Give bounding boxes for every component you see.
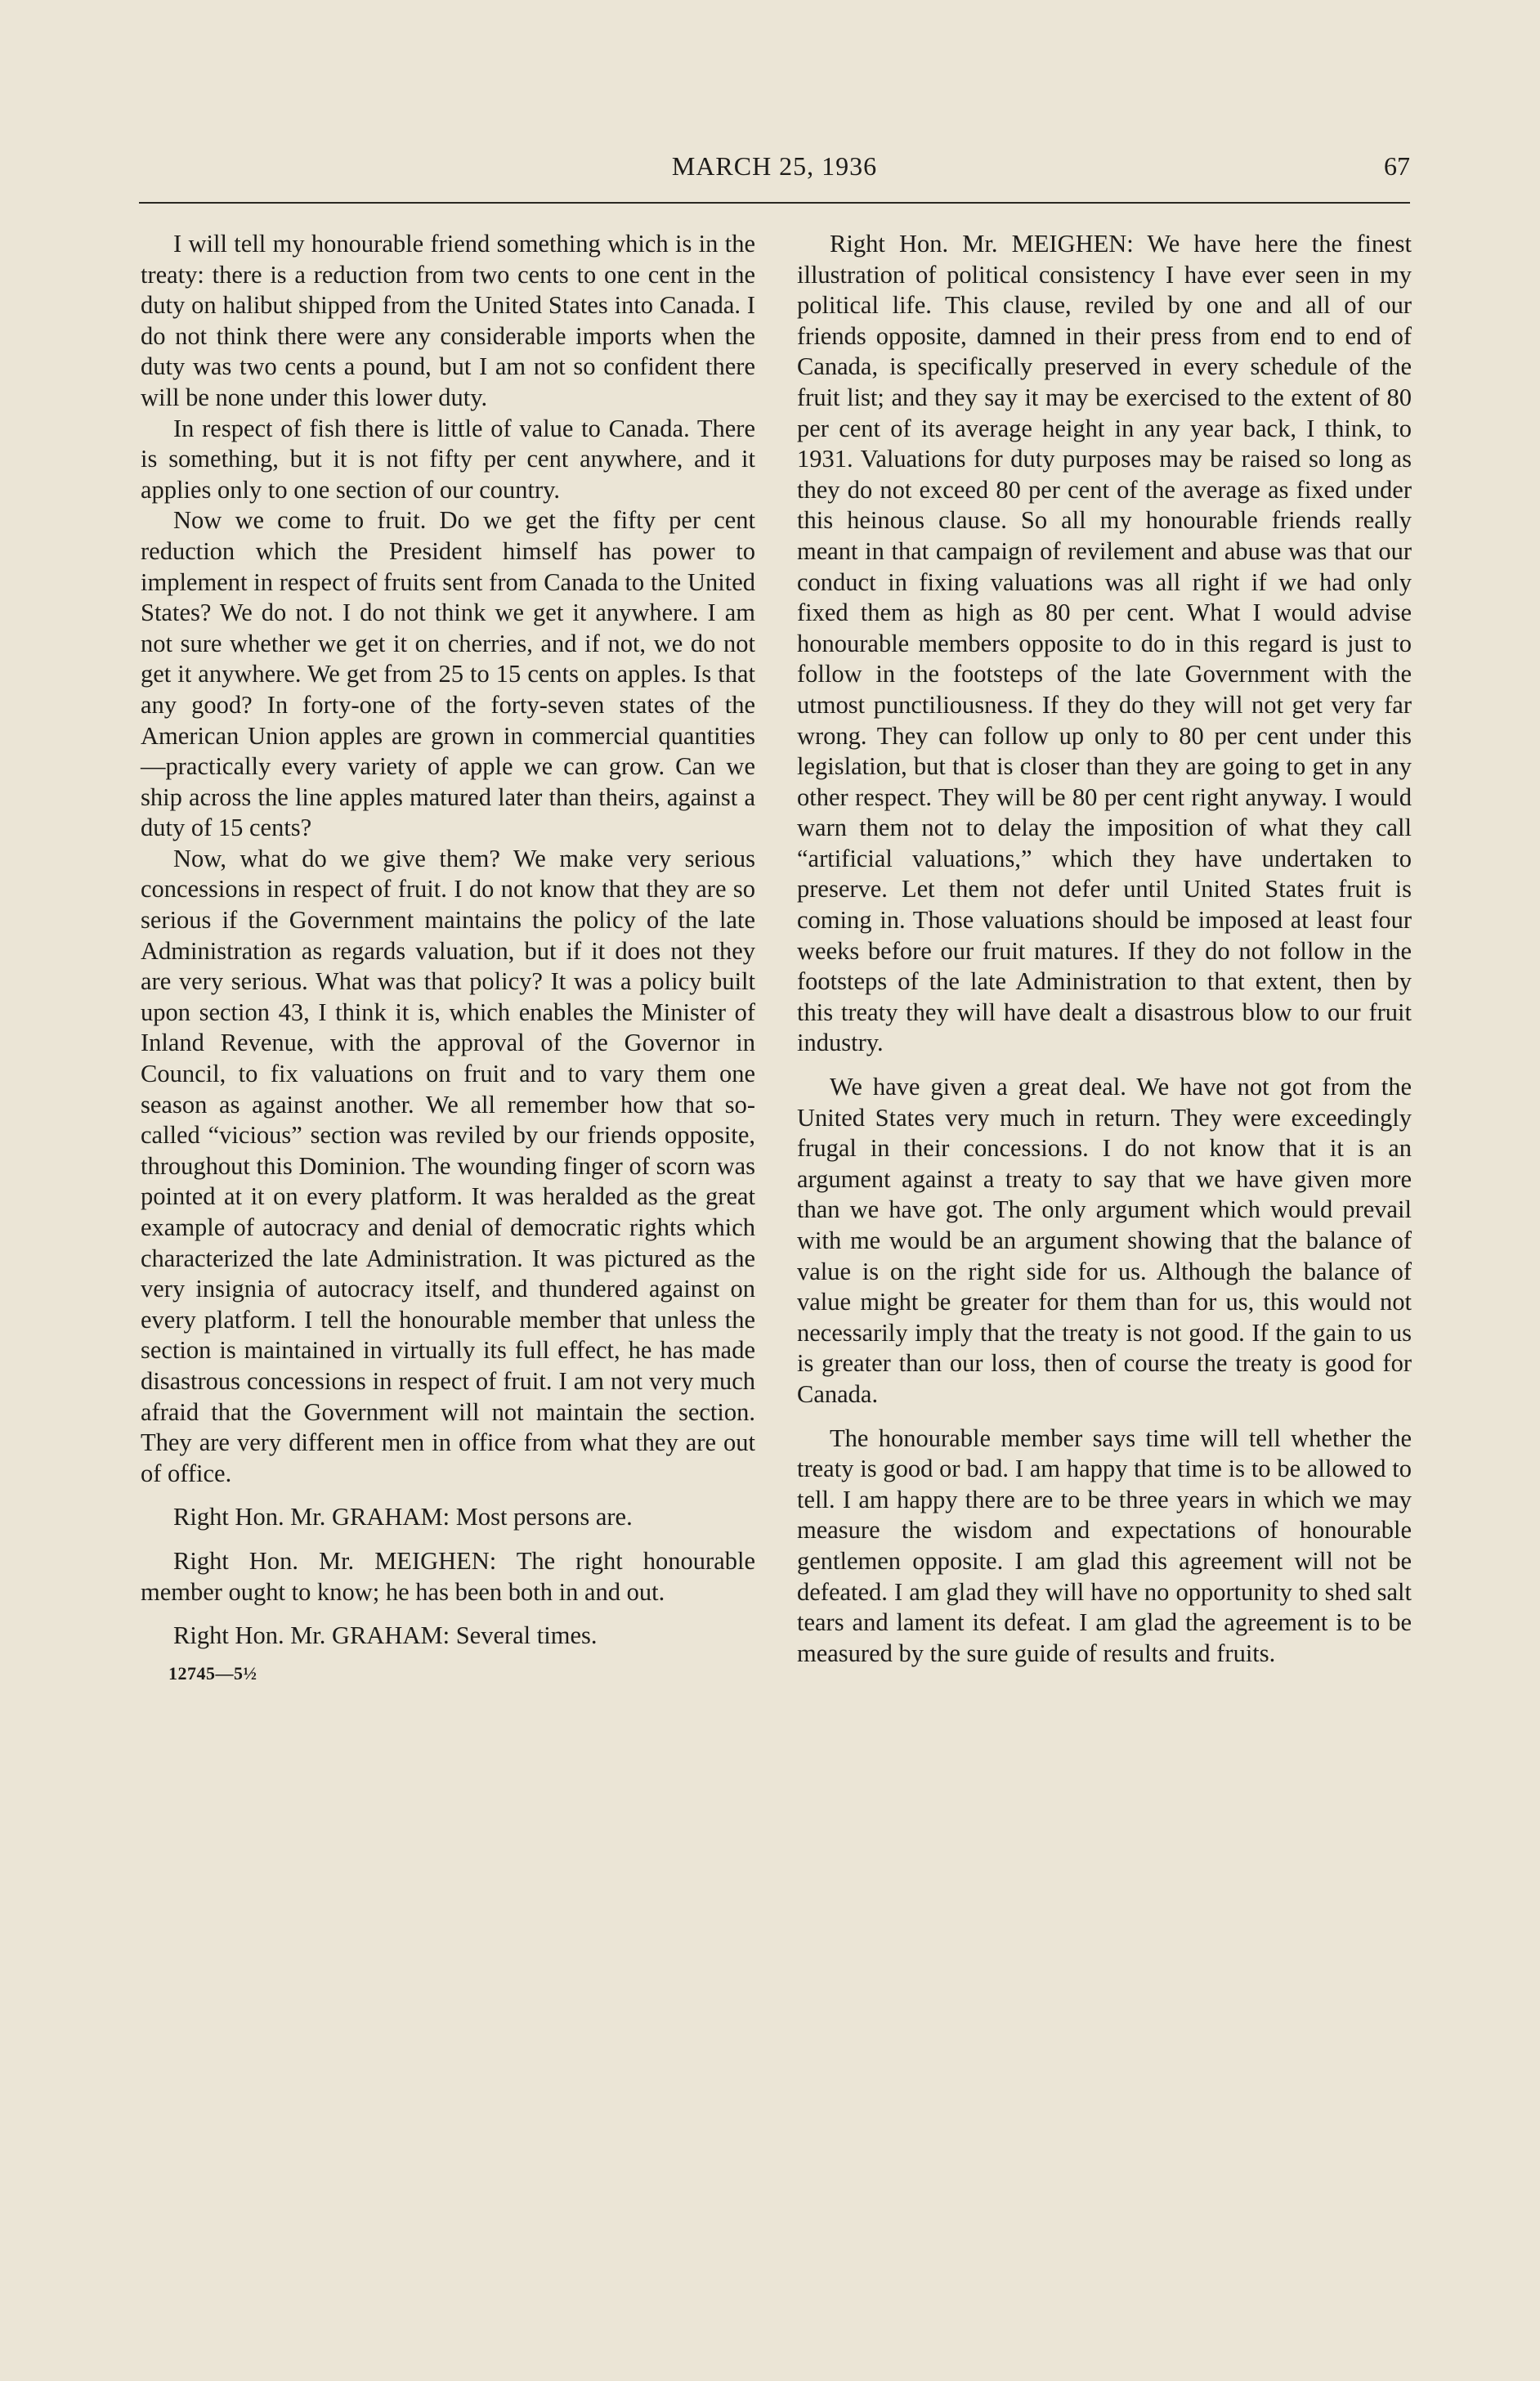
paragraph: Right Hon. Mr. GRAHAM: Several times.: [173, 1621, 598, 1650]
paragraph: Right Hon. Mr. MEIGHEN: The right honourable member ought to know; he has been both in and out.: [141, 1546, 755, 1606]
header-rule: [139, 202, 1410, 204]
paragraph: The honourable member says time will tell whether the treaty is good or bad. I am happy that time is to be allowed to tell. I am happy there are to be three years in which we may measure the wisdom and expectations of honourable gentlemen opposite. I am glad this agreement will not be defeated. I am glad they will have no opportunity to shed salt tears and lament its defeat. I am glad the agreement is to be measured by the sure guide of results and fruits.: [797, 1424, 1412, 1667]
right-column: [797, 229, 1412, 1669]
paragraph: We have given a great deal. We have not got from the United States very much in return. They were exceedingly frugal in their concessions. I do not know that it is an argument against a treaty to say that we have given more than we have got. The only argument which would prevail with me would be an argument showing that the balance of value is on the right side for us. Although the balance of value might be greater for them than for us, this would not necessarily imply that the treaty is not good. If the gain to us is greater than our loss, then of course the treaty is good for Canada.: [797, 1073, 1412, 1408]
left-column: [141, 229, 755, 1688]
header-date: MARCH 25, 1936: [671, 151, 878, 181]
paragraph: In respect of fish there is little of value to Canada. There is something, but it is not fifty per cent anywhere, and it applies only to one section of our country.: [141, 414, 755, 504]
page-header: [139, 151, 1410, 192]
footnote: 12745—5½: [168, 1662, 257, 1684]
paragraph: I will tell my honourable friend something which is in the treaty: there is a reduction from two cents to one cent in the duty on halibut shipped from the United States into Canada. I do not think there were any considerable imports when the duty was two cents a pound, but I am not so confident there will be none under this lower duty.: [141, 230, 755, 411]
paragraph: Right Hon. Mr. GRAHAM: Most persons are.: [173, 1503, 633, 1531]
paragraph: Now, what do we give them? We make very serious concessions in respect of fruit. I do not know that they are so serious if the Government maintains the policy of the late Administration as regards valuation, but if it does not they are very serious. What was that policy? It was a policy built upon section 43, I think it is, which enables the Minister of Inland Revenue, with the approval of the Governor in Council, to fix valuations on fruit and to vary them one season as against another. We all remember how that so-called “vicious” section was reviled by our friends opposite, throughout this Dominion. The wounding finger of scorn was pointed at it on every platform. It was heralded as the great example of autocracy and denial of democratic rights which characterized the late Administration. It was pictured as the very insignia of autocracy itself, and thundered against on every platform. I tell the honourable member that unless the section is maintained in virtually its full effect, he has made disastrous concessions in respect of fruit. I am not very much afraid that the Government will not maintain the section. They are very different men in office from what they are out of office.: [141, 844, 755, 1487]
page-number: 67: [1384, 151, 1410, 181]
paragraph: Now we come to fruit. Do we get the fifty per cent reduction which the President himself has power to implement in respect of fruits sent from Canada to the United States? We do not. I do not think we get it anywhere. I am not sure whether we get it on cherries, and if not, we do not get it anywhere. We get from 25 to 15 cents on apples. Is that any good? In forty-one of the forty-seven states of the American Union apples are grown in commercial quantities—practically every variety of apple we can grow. Can we ship across the line apples matured later than theirs, against a duty of 15 cents?: [141, 506, 755, 842]
paragraph: Right Hon. Mr. MEIGHEN: We have here the finest illustration of political consistency I have ever seen in my political life. This clause, reviled by one and all of our friends opposite, damned in their press from end to end of Canada, is specifically preserved in every schedule of the fruit list; and they say it may be exercised to the extent of 80 per cent of its average height in any year back, I think, to 1931. Valuations for duty purposes may be raised so long as they do not exceed 80 per cent of the average as fixed under this heinous clause. So all my honourable friends really meant in that campaign of revilement and abuse was that our conduct in fixing valuations was all right if we had only fixed them as high as 80 per cent. What I would advise honourable members opposite to do in this regard is just to follow in the footsteps of the late Government with the utmost punctiliousness. If they do they will not get very far wrong. They can follow up only to 80 per cent under this legislation, but that is closer than they are going to get in any other respect. They will be 80 per cent right anyway. I would warn them not to delay the imposition of what they call “artificial valuations,” which they have undertaken to preserve. Let them not defer until United States fruit is coming in. Those valuations should be imposed at least four weeks before our fruit matures. If they do not follow in the footsteps of the late Administration to that extent, then by this treaty they will have dealt a disastrous blow to our fruit industry.: [797, 230, 1412, 1057]
